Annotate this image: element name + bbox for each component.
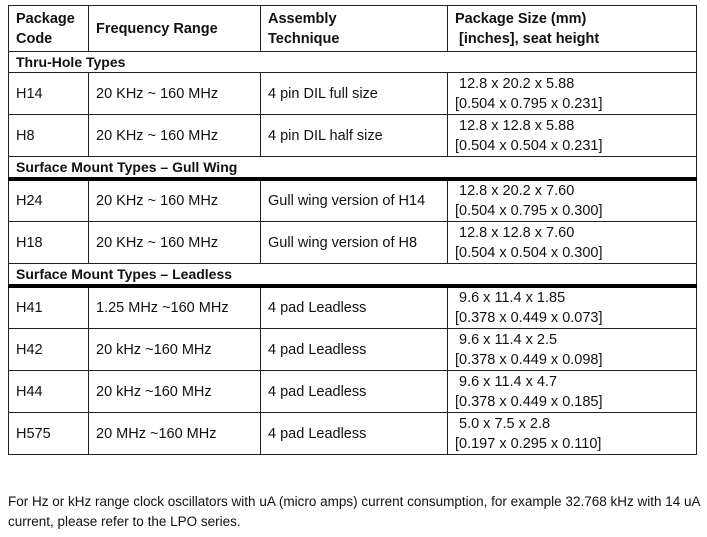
size-mm: 12.8 x 12.8 x 7.60 (459, 224, 575, 241)
section-header-row (9, 157, 697, 180)
frequency-cell: 20 KHz ~ 160 MHz (89, 179, 261, 222)
table-row (9, 179, 697, 222)
header-code-line1: Package (16, 10, 75, 27)
package-code-cell: H44 (9, 371, 89, 413)
size-inches: [0.504 x 0.504 x 0.231] (455, 137, 603, 154)
frequency-cell: 20 KHz ~ 160 MHz (89, 115, 261, 157)
size-inches: [0.378 x 0.449 x 0.185] (455, 393, 603, 410)
technique-cell: 4 pin DIL full size (261, 73, 448, 115)
header-size-line1: Package Size (mm) (455, 10, 587, 27)
frequency-cell: 1.25 MHz ~160 MHz (89, 286, 261, 329)
size-mm: 12.8 x 20.2 x 7.60 (459, 183, 575, 199)
technique-cell: 4 pad Leadless (261, 286, 448, 329)
frequency-cell: 20 kHz ~160 MHz (89, 371, 261, 413)
package-code-cell: H8 (9, 115, 89, 157)
header-row (9, 6, 697, 52)
section-header-row (9, 52, 697, 73)
size-inches: [0.197 x 0.295 x 0.110] (455, 435, 602, 452)
header-size-line2: [inches], seat height (459, 30, 600, 47)
footnote: For Hz or kHz range clock oscillators with uA (micro amps) current consumption, for example 32.768 kHz with 14 uA current, please refer to the LPO series. (8, 494, 700, 529)
package-code-cell: H14 (9, 73, 89, 115)
package-size-cell (448, 329, 697, 371)
technique-cell: Gull wing version of H14 (261, 179, 448, 222)
package-code-cell: H24 (9, 179, 89, 222)
header-tech-line1: Assembly (268, 10, 337, 27)
table-row (9, 413, 697, 455)
package-size-cell (448, 115, 697, 157)
package-code-cell: H42 (9, 329, 89, 371)
frequency-cell: 20 KHz ~ 160 MHz (89, 73, 261, 115)
table-row (9, 371, 697, 413)
package-size-cell (448, 413, 697, 455)
table-row (9, 222, 697, 264)
package-code-cell: H575 (9, 413, 89, 455)
header-tech-line2: Technique (268, 30, 340, 47)
section-title: Surface Mount Types – Gull Wing (9, 157, 697, 180)
size-inches: [0.378 x 0.449 x 0.098] (455, 351, 603, 368)
header-frequency-range (89, 6, 261, 52)
frequency-cell: 20 MHz ~160 MHz (89, 413, 261, 455)
header-package-size (448, 6, 697, 52)
table-body (9, 52, 697, 455)
frequency-cell: 20 kHz ~160 MHz (89, 329, 261, 371)
technique-cell: 4 pin DIL half size (261, 115, 448, 157)
size-inches: [0.504 x 0.795 x 0.300] (455, 203, 603, 219)
table-row (9, 329, 697, 371)
package-table (8, 5, 697, 455)
section-header-row (9, 264, 697, 287)
package-size-cell (448, 286, 697, 329)
technique-cell: 4 pad Leadless (261, 413, 448, 455)
package-size-cell (448, 73, 697, 115)
section-title: Surface Mount Types – Leadless (9, 264, 697, 287)
technique-cell: 4 pad Leadless (261, 329, 448, 371)
size-mm: 12.8 x 12.8 x 5.88 (459, 117, 575, 134)
size-inches: [0.504 x 0.504 x 0.300] (455, 244, 603, 261)
technique-cell: Gull wing version of H8 (261, 222, 448, 264)
package-size-cell (448, 179, 697, 222)
size-inches: [0.378 x 0.449 x 0.073] (455, 310, 603, 326)
technique-cell: 4 pad Leadless (261, 371, 448, 413)
header-code-line2: Code (16, 30, 53, 47)
frequency-cell: 20 KHz ~ 160 MHz (89, 222, 261, 264)
section-title: Thru-Hole Types (9, 52, 697, 73)
table-row (9, 286, 697, 329)
table-row (9, 73, 697, 115)
size-mm: 9.6 x 11.4 x 1.85 (459, 290, 566, 306)
package-code-cell: H18 (9, 222, 89, 264)
header-freq-text: Frequency Range (96, 20, 218, 37)
size-mm: 9.6 x 11.4 x 4.7 (459, 373, 558, 390)
package-size-cell (448, 371, 697, 413)
header-assembly-technique (261, 6, 448, 52)
size-mm: 12.8 x 20.2 x 5.88 (459, 75, 575, 92)
size-mm: 5.0 x 7.5 x 2.8 (459, 415, 551, 432)
table-row (9, 115, 697, 157)
size-inches: [0.504 x 0.795 x 0.231] (455, 95, 603, 112)
package-size-cell (448, 222, 697, 264)
header-package-code (9, 6, 89, 52)
package-code-cell: H41 (9, 286, 89, 329)
size-mm: 9.6 x 11.4 x 2.5 (459, 331, 558, 348)
